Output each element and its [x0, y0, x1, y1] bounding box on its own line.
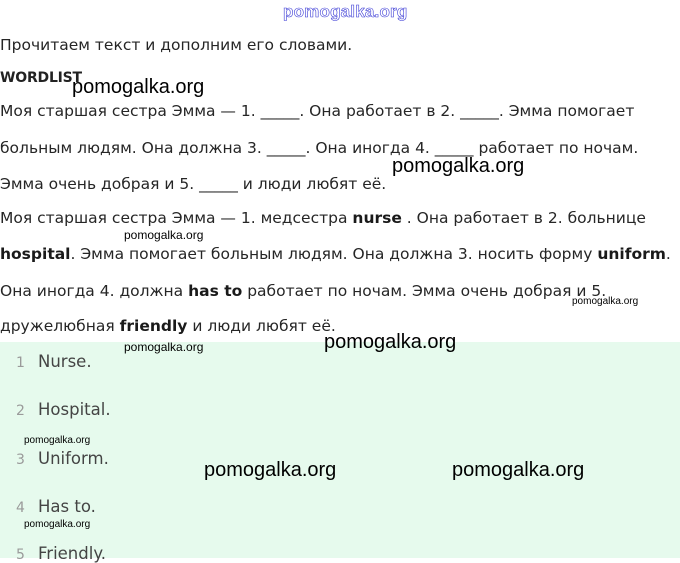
- answer-word: nurse: [352, 209, 402, 227]
- watermark: pomogalka.org: [24, 519, 91, 530]
- exercise-line-1: Моя старшая сестра Эмма — 1. _____. Она работает в 2. _____. Эмма помогает: [0, 102, 635, 120]
- answers-panel: [0, 342, 680, 563]
- exercise-line-2: больным людям. Она должна 3. _____. Она иногда 4. _____ работает по ночам.: [0, 139, 639, 157]
- filled-line-3: Она иногда 4. должна has to работает по ночам. Эмма очень добрая и 5.: [0, 282, 607, 300]
- watermark: pomogalka.org: [452, 459, 585, 481]
- exercise-line-3: Эмма очень добрая и 5. _____ и люди любят её.: [0, 175, 387, 193]
- answer-item-3: 3 Uniform.: [16, 449, 109, 468]
- wordlist-heading: WORDLIST: [0, 70, 82, 86]
- answer-word: has to: [188, 282, 243, 300]
- watermark: pomogalka.org: [124, 228, 204, 242]
- filled-line-1: Моя старшая сестра Эмма — 1. медсестра nurse . Она работает в 2. больнице: [0, 209, 646, 227]
- watermark: pomogalka.org: [392, 155, 525, 177]
- filled-line-2: hospital. Эмма помогает больным людям. Она должна 3. носить форму uniform.: [0, 245, 671, 263]
- watermark: pomogalka.org: [324, 331, 457, 353]
- answer-word: friendly: [119, 317, 188, 335]
- answer-item-4: 4 Has to.: [16, 497, 96, 516]
- answer-word: hospital: [0, 245, 71, 263]
- watermark: pomogalka.org: [572, 296, 639, 307]
- answer-word: uniform: [597, 245, 666, 263]
- watermark: pomogalka.org: [72, 76, 205, 98]
- watermark: pomogalka.org: [24, 435, 91, 446]
- site-logo[interactable]: pomogalka.org: [283, 2, 408, 21]
- answer-item-2: 2 Hospital.: [16, 400, 111, 419]
- watermark: pomogalka.org: [124, 340, 204, 354]
- intro-text: Прочитаем текст и дополним его словами.: [0, 36, 353, 54]
- filled-line-4: дружелюбная friendly и люди любят её.: [0, 317, 336, 335]
- answer-item-1: 1 Nurse.: [16, 352, 92, 371]
- answer-item-5: 5 Friendly.: [16, 544, 106, 563]
- watermark: pomogalka.org: [204, 459, 337, 481]
